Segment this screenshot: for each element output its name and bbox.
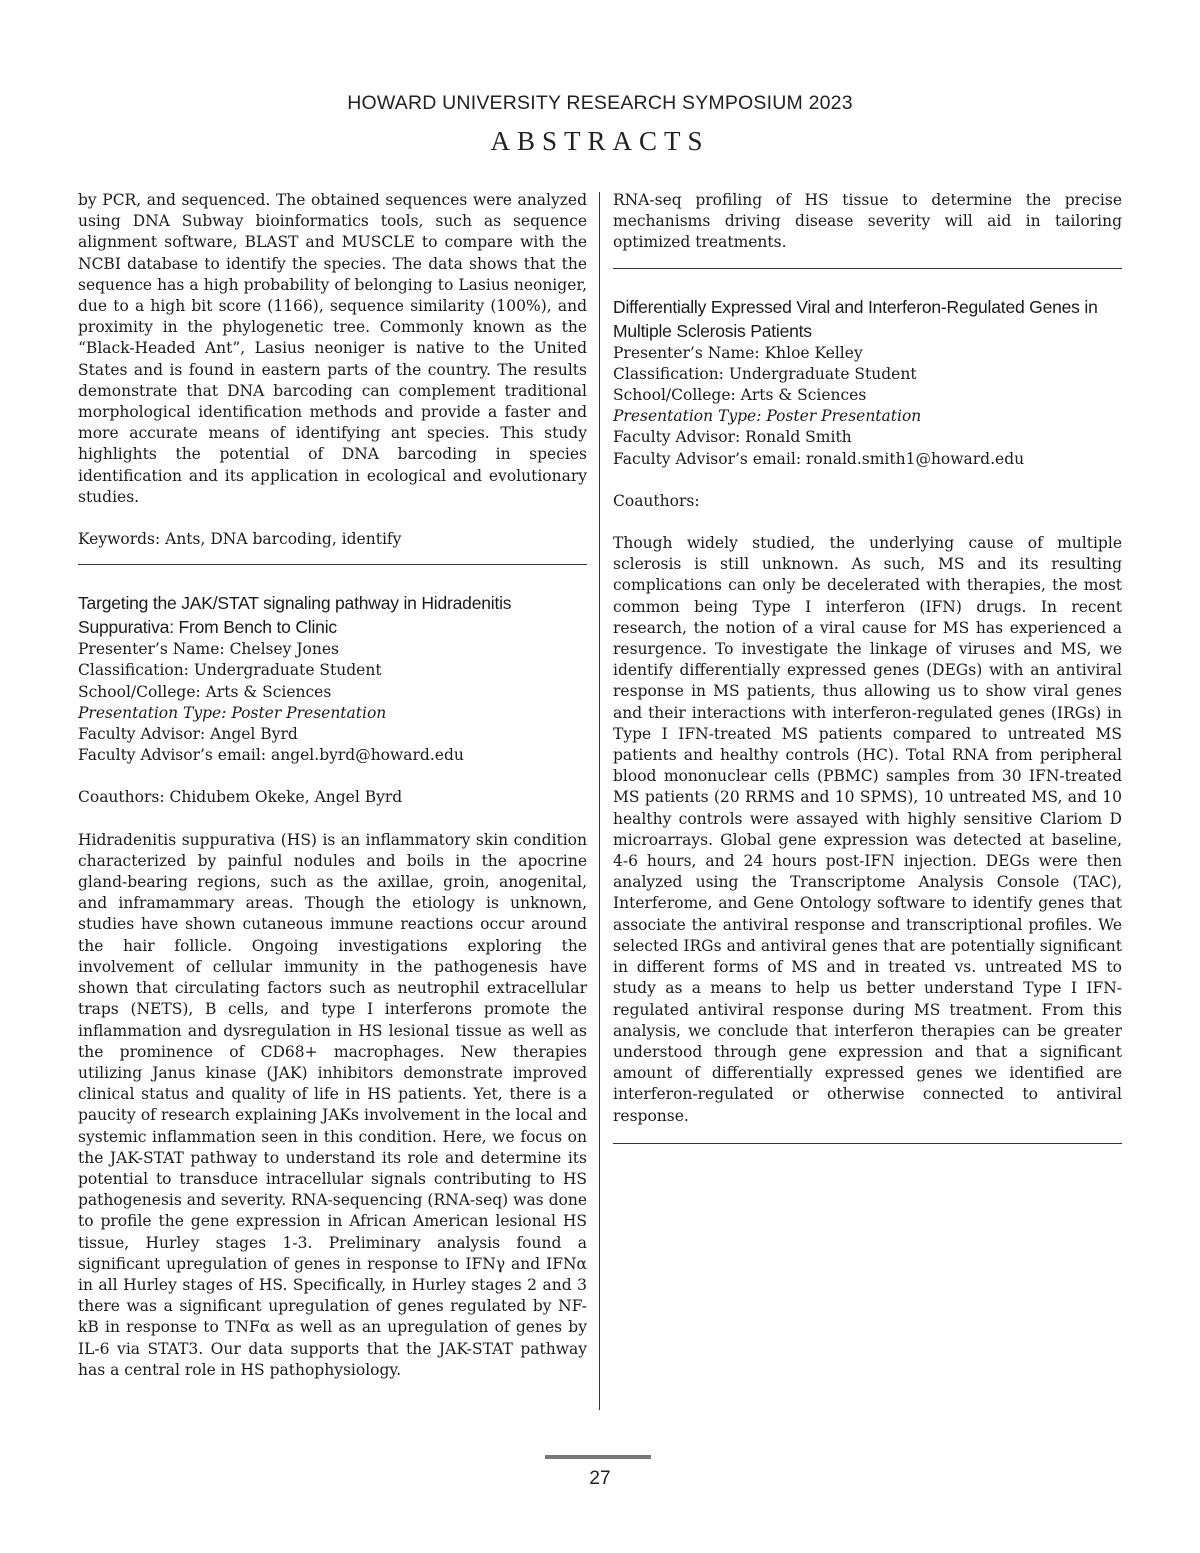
- presenter-name: Presenter’s Name: Khloe Kelley: [613, 343, 863, 362]
- classification: Classification: Undergraduate Student: [78, 661, 382, 680]
- abstract-title: Differentially Expressed Viral and Interferon-Regulated Genes in Multiple Sclerosis Patients: [613, 296, 1098, 341]
- faculty-advisor: Faculty Advisor: Angel Byrd: [78, 725, 298, 744]
- faculty-advisor: Faculty Advisor: Ronald Smith: [613, 428, 852, 447]
- coauthors: Coauthors: Chidubem Okeke, Angel Byrd: [78, 788, 403, 807]
- continued-abstract-text: by PCR, and sequenced. The obtained sequences were analyzed using DNA Subway bioinformatics tools, such as sequence alignment software, BLAST and MUSCLE to compare with the NCBI database to identify the species. The data shows that the sequence has a high probability of belonging to Lasius neoniger, due to a high bit score (1166), sequence similarity (100%), and proximity in the phylogenetic tree. Commonly known as the “Black-Headed Ant”, Lasius neoniger is native to the United States and is found in eastern parts of the country. The results demonstrate that DNA barcoding can complement traditional morphological identification methods and provide a faster and more accurate means of identifying ant species. This study highlights the potential of DNA barcoding in species identification and its application in ecological and evolutionary studies.: [78, 191, 587, 506]
- classification: Classification: Undergraduate Student: [613, 364, 917, 383]
- abstract-title: Targeting the JAK/STAT signaling pathway in Hidradenitis Suppurativa: From Bench to Clinic: [78, 593, 512, 638]
- divider-rule: [613, 268, 1122, 269]
- faculty-advisor-email: Faculty Advisor’s email: ronald.smith1@howard.edu: [613, 449, 1025, 468]
- faculty-advisor-email: Faculty Advisor’s email: angel.byrd@howard.edu: [78, 746, 464, 765]
- keywords: Keywords: Ants, DNA barcoding, identify: [78, 530, 402, 549]
- divider-rule: [613, 1143, 1122, 1144]
- symposium-title: HOWARD UNIVERSITY RESEARCH SYMPOSIUM 2023: [347, 92, 853, 114]
- section-title: ABSTRACTS: [490, 126, 710, 156]
- school-college: School/College: Arts & Sciences: [613, 386, 867, 405]
- page-number: 27: [589, 1468, 611, 1489]
- footer-bar: [545, 1455, 651, 1459]
- right-column: [613, 190, 1122, 1170]
- divider-rule: [78, 564, 587, 565]
- left-column: [78, 190, 587, 1381]
- presentation-type: Presentation Type: Poster Presentation: [78, 703, 387, 722]
- presenter-name: Presenter’s Name: Chelsey Jones: [78, 640, 340, 659]
- abstract-body: Hidradenitis suppurativa (HS) is an inflammatory skin condition characterized by painful nodules and boils in the apocrine gland-bearing regions, such as the axillae, groin, anogenital, and inframammary areas. Though the etiology is unknown, studies have shown cutaneous immune reactions occur around the hair follicle. Ongoing investigations exploring the involvement of cellular immunity in the pathogenesis have shown that circulating factors such as neutrophil extracellular traps (NETS), B cells, and type I interferons promote the inflammation and dysregulation in HS lesional tissue as well as the prominence of CD68+ macrophages. New therapies utilizing Janus kinase (JAK) inhibitors demonstrate improved clinical status and quality of life in HS patients. Yet, there is a paucity of research explaining JAKs involvement in the local and systemic inflammation seen in this condition. Here, we focus on the JAK-STAT pathway to understand its role and determine its potential to transduce intracellular signals contributing to HS pathogenesis and severity. RNA-sequencing (RNA-seq) was done to profile the gene expression in African American lesional HS tissue, Hurley stages 1-3. Preliminary analysis found a significant upregulation of genes in response to IFNγ and IFNα in all Hurley stages of HS. Specifically, in Hurley stages 2 and 3 there was a significant upregulation of genes regulated by NF-kB in response to TNFα as well as an upregulation of genes by IL-6 via STAT3. Our data supports that the JAK-STAT pathway has a central role in HS pathophysiology.: [78, 830, 587, 1379]
- coauthors: Coauthors:: [613, 491, 700, 510]
- abstract-block: [613, 295, 1122, 1127]
- continued-abstract-text: RNA-seq profiling of HS tissue to determine the precise mechanisms driving disease severity will aid in tailoring optimized treatments.: [613, 191, 1122, 252]
- school-college: School/College: Arts & Sciences: [78, 682, 332, 701]
- abstract-body: Though widely studied, the underlying cause of multiple sclerosis is still unknown. As such, MS and its resulting complications can only be decelerated with therapies, the most common being Type I interferon (IFN) drugs. In recent research, the notion of a viral cause for MS has experienced a resurgence. To investigate the linkage of viruses and MS, we identify differentially expressed genes (DEGs) with an antiviral response in MS patients, thus allowing us to show viral genes and their interactions with interferon-regulated genes (IRGs) in Type I IFN-treated MS patients compared to untreated MS patients and healthy controls (HC). Total RNA from peripheral blood mononuclear cells (PBMC) samples from 30 IFN-treated MS patients (20 RRMS and 10 SPMS), 10 untreated MS, and 10 healthy controls were assayed with highly sensitive Clariom D microarrays. Global gene expression was detected at baseline, 4-6 hours, and 24 hours post-IFN injection. DEGs were then analyzed using the Transcriptome Analysis Console (TAC), Interferome, and Gene Ontology software to identify genes that associate the antiviral response and transcriptional profiles. We selected IRGs and antiviral genes that are potentially significant in different forms of MS and in treated vs. untreated MS to study as a means to help us better understand Type I IFN- regulated antiviral response during MS treatment. From this analysis, we conclude that interferon therapies can be greater understood through gene expression and that a significant amount of differentially expressed genes we identified are interferon-regulated or otherwise connected to antiviral response.: [613, 534, 1122, 1125]
- abstract-block: [78, 591, 587, 1381]
- presentation-type: Presentation Type: Poster Presentation: [613, 407, 922, 426]
- column-divider: [599, 192, 600, 1410]
